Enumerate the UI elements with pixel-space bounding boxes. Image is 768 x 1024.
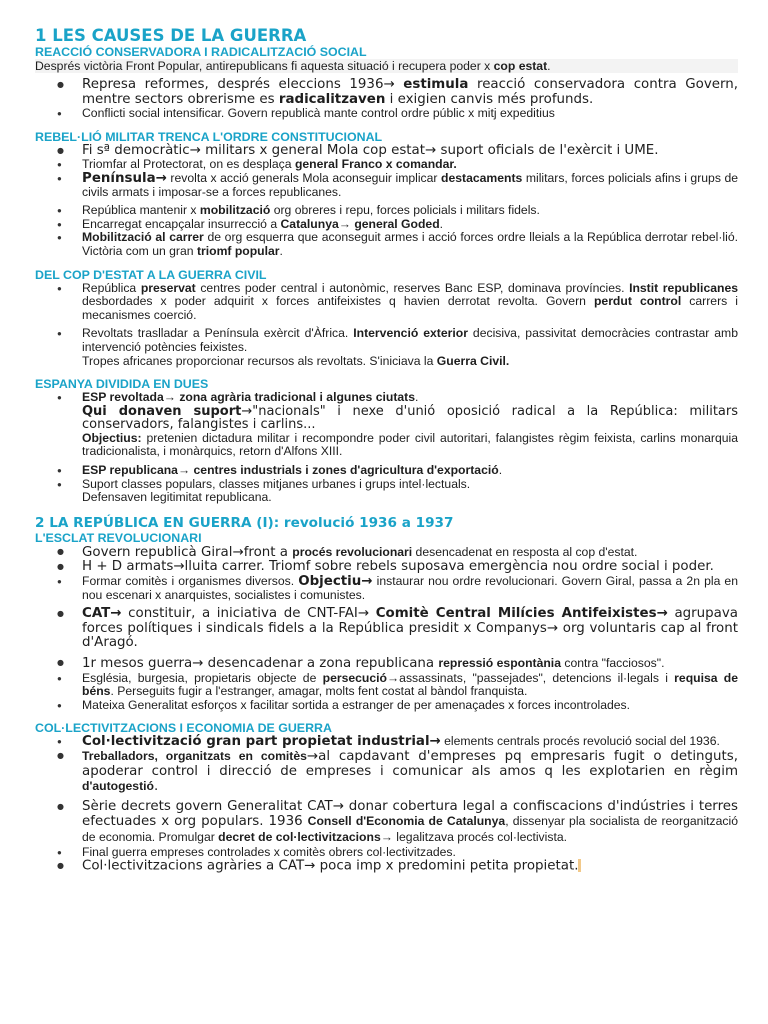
list-collectivitzacions <box>35 735 738 874</box>
heading-collectivitzacions: COL·LECTIVITZACIONS I ECONOMIA DE GUERRA <box>35 721 332 736</box>
heading-espanya: ESPANYA DIVIDIDA EN DUES <box>35 377 209 392</box>
list-item: ● Col·lectivitzacions agràries a CAT→ poca imp x predomini petita propietat. <box>35 859 738 874</box>
document-body <box>35 26 738 874</box>
list-item: ● Fi sª democràtic→ militars x general Mola cop estat→ suport oficials de l'exèrcit i UME. <box>35 144 738 159</box>
list-item: ● Sèrie decrets govern Generalitat CAT→ donar cobertura legal a confiscacions d'indústries i terres efectuades x org populars. 1936 Consell d'Economia de Catalunya, dissenyar pla socialista de reorganització de economia. Promulgar decret de col·lectivitzacions→ legalitzava procés col·lectivista. <box>35 800 738 846</box>
list-item: ● Col·lectivització gran part propietat industrial→ elements centrals procés revolució social del 1936. <box>35 735 738 749</box>
list-item: ● Revoltats traslladar a Península exèrcit d'Àfrica. Intervenció exterior decisiva, passivitat democràcies contrastar amb intervenció potències feixistes. Tropes africanes proporcionar recursos als revoltats. S'iniciava la Guerra Civil. <box>35 327 738 368</box>
section-title-2: 2 LA REPÚBLICA EN GUERRA (I): revolució 1936 a 1937 <box>35 514 454 531</box>
list-item: ● Govern republicà Giral→front a procés revolucionari desencadenat en resposta al cop d'estat. <box>35 545 738 561</box>
list-item: ● Mobilització al carrer de org esquerra que aconseguit armes i acció forces ordre lleials a la República derrotar rebel·lió. Victòria com un gran triomf popular. <box>35 231 738 258</box>
list-item: ● H + D armats→lluita carrer. Triomf sobre rebels suposava emergència nou ordre social i poder. <box>35 560 738 575</box>
list-item: ● Església, burgesia, propietaris objecte de persecució→assassinats, "passejades", detencions il·legals i requisa de béns. Perseguits fugir a l'estranger, amagar, molts fent costat al bàndol franquista. <box>35 672 738 699</box>
list-item: ● Encarregat encapçalar insurrecció a Catalunya→ general Goded. <box>35 218 738 232</box>
list-item: ● Suport classes populars, classes mitjanes urbanes i grups intel·lectuals. Defensaven legitimitat republicana. <box>35 478 738 505</box>
heading-cop-estat: DEL COP D'ESTAT A LA GUERRA CIVIL <box>35 267 267 282</box>
list-item: ● Triomfar al Protectorat, on es desplaça general Franco x comandar. <box>35 158 738 172</box>
list-item: ● República preservat centres poder central i autonòmic, reserves Banc ESP, dominava províncies. Instit republicanes desbordades x poder adquirit x forces antifeixistes q havien derrotat revolta. Govern perdut control carrers i mecanismes coerció. <box>35 282 738 323</box>
heading-reaccio: REACCIÓ CONSERVADORA I RADICALITZACIÓ SOCIAL <box>35 45 367 59</box>
heading-rebellio: REBEL·LIÓ MILITAR TRENCA L'ORDRE CONSTITUCIONAL <box>35 129 383 144</box>
list-item: ● 1r mesos guerra→ desencadenar a zona republicana repressió espontània contra "facciosos". <box>35 656 738 672</box>
text-cursor <box>578 859 581 872</box>
list-item: ● Final guerra empreses controlades x comitès obrers col·lectivitzades. <box>35 846 738 860</box>
list-item: ● Conflicti social intensificar. Govern republicà mante control ordre públic x mitj expeditius <box>35 107 738 121</box>
list-cop-estat <box>35 282 738 369</box>
paragraph-intro: Després victòria Front Popular, antirepublicans fi aquesta situació i recupera poder x cop estat. <box>35 59 738 73</box>
list-item: ● República mantenir x mobilització org obreres i repu, forces policials i militars fidels. <box>35 204 738 218</box>
list-item: ● ESP revoltada→ zona agrària tradicional i algunes ciutats. Qui donaven suport→"nacionals" i nexe d'unió oposició radical a la República: militars conservadors, falangistes i carlins... Objectius: pretenien dictadura militar i recompondre poder civil autoritari, falangistes règim feixista, carlins monarquia tradicionalista, i monàrquics, retorn d'Alfons XIII. <box>35 391 738 459</box>
list-item: ● ESP republicana→ centres industrials i zones d'agricultura d'exportació. <box>35 464 738 478</box>
list-item: ● Península→ revolta x acció generals Mola aconseguir implicar destacaments militars, forces policials afins i grups de civils armats i imposar-se a forces republicanes. <box>35 172 738 199</box>
list-item: ● Mateixa Generalitat esforços x facilitar sortida a estranger de per amenaçades x forces incontrolades. <box>35 699 738 713</box>
list-item: ● Formar comitès i organismes diversos. Objectiu→ instaurar nou ordre revolucionari. Govern Giral, passa a 2n pla en nou escenari x anarquistes, socialistes i comunistes. <box>35 575 738 602</box>
list-rebellio <box>35 144 738 259</box>
list-item: ● Treballadors, organitzats en comitès→al capdavant d'empreses pq empresaris fugit o detinguts, apoderar control i direcció de empreses i comunicar als amos q les explotarien en règim d'autogestió. <box>35 749 738 795</box>
list-item: ● Represa reformes, després eleccions 1936→ estimula reacció conservadora contra Govern, mentre sectors obrerisme es radicalitzaven i exigien canvis més profunds. <box>35 78 738 107</box>
list-esclat <box>35 545 738 713</box>
list-item: ● CAT→ constituir, a iniciativa de CNT-FAI→ Comitè Central Milícies Antifeixistes→ agrupava forces polítiques i sindicals fidels a la República presidit x Companys→ org voluntaris cap al front d'Aragó. <box>35 607 738 651</box>
heading-esclat: L'ESCLAT REVOLUCIONARI <box>35 530 202 545</box>
list-reaccio <box>35 78 738 121</box>
list-espanya <box>35 391 738 505</box>
section-title-1: 1 LES CAUSES DE LA GUERRA <box>35 26 307 45</box>
